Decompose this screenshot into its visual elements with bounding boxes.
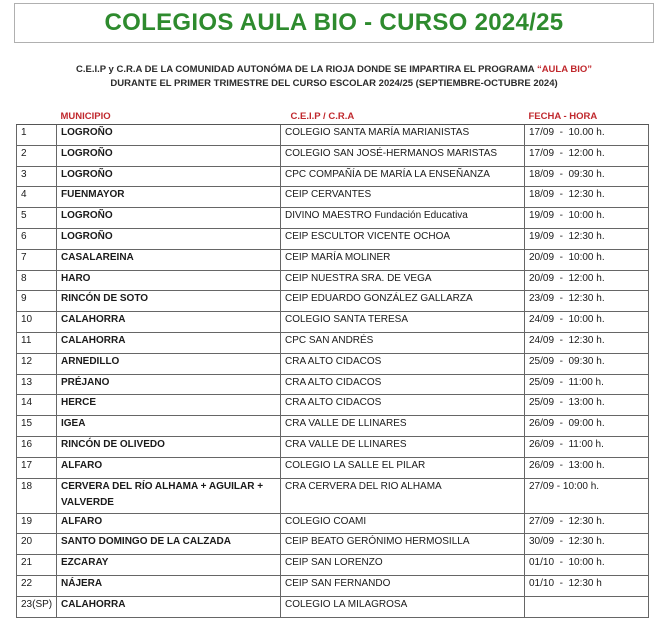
- row-municipio: NÁJERA: [57, 575, 281, 596]
- header-municipio: MUNICIPIO: [57, 110, 281, 125]
- row-number: 6: [17, 228, 57, 249]
- row-centro: COLEGIO SANTA TERESA: [281, 312, 525, 333]
- row-fecha-hora: 19/09 - 10:00 h.: [525, 208, 649, 229]
- subtitle-line-1: [14, 63, 654, 77]
- row-municipio: HARO: [57, 270, 281, 291]
- row-fecha-hora: 19/09 - 12:30 h.: [525, 228, 649, 249]
- row-fecha-hora: 24/09 - 12:30 h.: [525, 332, 649, 353]
- row-municipio: RINCÓN DE SOTO: [57, 291, 281, 312]
- row-municipio: ALFARO: [57, 457, 281, 478]
- row-centro: CEIP ESCULTOR VICENTE OCHOA: [281, 228, 525, 249]
- row-centro: CEIP BEATO GERÓNIMO HERMOSILLA: [281, 534, 525, 555]
- row-fecha-hora: [525, 596, 649, 617]
- table-row: [17, 513, 649, 534]
- subtitle-program-name: “AULA BIO”: [536, 64, 592, 75]
- table-row: [17, 145, 649, 166]
- row-fecha-hora: 17/09 - 12:00 h.: [525, 145, 649, 166]
- row-centro: COLEGIO SANTA MARÍA MARIANISTAS: [281, 125, 525, 146]
- row-fecha-hora: 26/09 - 13:00 h.: [525, 457, 649, 478]
- row-fecha-hora: 25/09 - 11:00 h.: [525, 374, 649, 395]
- row-fecha-hora: 18/09 - 12:30 h.: [525, 187, 649, 208]
- table-row: [17, 187, 649, 208]
- row-fecha-hora: 20/09 - 10:00 h.: [525, 249, 649, 270]
- schools-table: [16, 110, 649, 618]
- row-municipio: PRÉJANO: [57, 374, 281, 395]
- row-fecha-hora: 25/09 - 13:00 h.: [525, 395, 649, 416]
- row-number: 1: [17, 125, 57, 146]
- row-number: 19: [17, 513, 57, 534]
- row-number: 14: [17, 395, 57, 416]
- row-centro: CRA ALTO CIDACOS: [281, 353, 525, 374]
- row-municipio: LOGROÑO: [57, 145, 281, 166]
- row-municipio: EZCARAY: [57, 555, 281, 576]
- table-row: [17, 457, 649, 478]
- row-municipio: ALFARO: [57, 513, 281, 534]
- table-row: [17, 416, 649, 437]
- row-centro: CRA CERVERA DEL RIO ALHAMA: [281, 478, 525, 513]
- row-number: 23(SP): [17, 596, 57, 617]
- table-header-row: [17, 110, 649, 125]
- table-row: [17, 534, 649, 555]
- row-municipio: FUENMAYOR: [57, 187, 281, 208]
- row-number: 18: [17, 478, 57, 513]
- subtitle-line-2: DURANTE EL PRIMER TRIMESTRE DEL CURSO ESCOLAR 2024/25 (SEPTIEMBRE-OCTUBRE 2024): [110, 78, 558, 89]
- row-centro: CEIP CERVANTES: [281, 187, 525, 208]
- header-fecha-hora: FECHA - HORA: [525, 110, 649, 125]
- row-municipio: RINCÓN DE OLIVEDO: [57, 436, 281, 457]
- row-centro: CRA VALLE DE LLINARES: [281, 416, 525, 437]
- row-centro: CEIP SAN FERNANDO: [281, 575, 525, 596]
- table-body: [17, 125, 649, 618]
- row-number: 7: [17, 249, 57, 270]
- row-number: 21: [17, 555, 57, 576]
- table-row: [17, 312, 649, 333]
- row-municipio: IGEA: [57, 416, 281, 437]
- table-row: [17, 395, 649, 416]
- table-row: [17, 478, 649, 513]
- row-fecha-hora: 24/09 - 10:00 h.: [525, 312, 649, 333]
- row-centro: COLEGIO SAN JOSÉ-HERMANOS MARISTAS: [281, 145, 525, 166]
- row-number: 17: [17, 457, 57, 478]
- row-fecha-hora: 27/09 - 10:00 h.: [525, 478, 649, 513]
- row-number: 3: [17, 166, 57, 187]
- row-number: 12: [17, 353, 57, 374]
- row-municipio: LOGROÑO: [57, 228, 281, 249]
- row-municipio: CASALAREINA: [57, 249, 281, 270]
- row-fecha-hora: 17/09 - 10.00 h.: [525, 125, 649, 146]
- table-row: [17, 291, 649, 312]
- table-row: [17, 575, 649, 596]
- table-row: [17, 208, 649, 229]
- row-centro: CRA VALLE DE LLINARES: [281, 436, 525, 457]
- row-number: 15: [17, 416, 57, 437]
- table-row: [17, 228, 649, 249]
- table-row: [17, 353, 649, 374]
- row-number: 8: [17, 270, 57, 291]
- title-box: [14, 3, 654, 43]
- row-number: 4: [17, 187, 57, 208]
- table-row: [17, 332, 649, 353]
- row-municipio: HERCE: [57, 395, 281, 416]
- row-municipio: LOGROÑO: [57, 166, 281, 187]
- row-number: 16: [17, 436, 57, 457]
- row-municipio: CALAHORRA: [57, 312, 281, 333]
- row-municipio: CERVERA DEL RÍO ALHAMA + AGUILAR + VALVERDE: [57, 478, 281, 513]
- row-centro: COLEGIO LA SALLE EL PILAR: [281, 457, 525, 478]
- row-number: 11: [17, 332, 57, 353]
- row-fecha-hora: 18/09 - 09:30 h.: [525, 166, 649, 187]
- row-municipio: CALAHORRA: [57, 332, 281, 353]
- row-fecha-hora: 27/09 - 12:30 h.: [525, 513, 649, 534]
- row-municipio: LOGROÑO: [57, 208, 281, 229]
- row-centro: DIVINO MAESTRO Fundación Educativa: [281, 208, 525, 229]
- row-number: 9: [17, 291, 57, 312]
- table-row: [17, 374, 649, 395]
- table-row: [17, 436, 649, 457]
- row-number: 10: [17, 312, 57, 333]
- row-municipio: ARNEDILLO: [57, 353, 281, 374]
- row-fecha-hora: 26/09 - 11:00 h.: [525, 436, 649, 457]
- table-row: [17, 125, 649, 146]
- row-centro: CRA ALTO CIDACOS: [281, 395, 525, 416]
- row-centro: CEIP MARÍA MOLINER: [281, 249, 525, 270]
- row-centro: COLEGIO LA MILAGROSA: [281, 596, 525, 617]
- row-fecha-hora: 01/10 - 10:00 h.: [525, 555, 649, 576]
- row-centro: CPC SAN ANDRÉS: [281, 332, 525, 353]
- row-municipio: LOGROÑO: [57, 125, 281, 146]
- row-number: 5: [17, 208, 57, 229]
- page-title: COLEGIOS AULA BIO - CURSO 2024/25: [104, 9, 564, 36]
- row-number: 13: [17, 374, 57, 395]
- table-row: [17, 270, 649, 291]
- header-number: [17, 110, 57, 125]
- row-centro: CPC COMPAÑÍA DE MARÍA LA ENSEÑANZA: [281, 166, 525, 187]
- subtitle-line-1-text: C.E.I.P y C.R.A DE LA COMUNIDAD AUTONÓMA DE LA RIOJA DONDE SE IMPARTIRA EL PROGRAMA: [75, 64, 537, 75]
- table-row: [17, 249, 649, 270]
- header-centro: C.E.I.P / C.R.A: [281, 110, 525, 125]
- table-row: [17, 596, 649, 617]
- table-row: [17, 555, 649, 576]
- row-municipio: CALAHORRA: [57, 596, 281, 617]
- row-centro: CRA ALTO CIDACOS: [281, 374, 525, 395]
- row-centro: CEIP SAN LORENZO: [281, 555, 525, 576]
- row-number: 20: [17, 534, 57, 555]
- row-fecha-hora: 25/09 - 09:30 h.: [525, 353, 649, 374]
- row-centro: COLEGIO COAMI: [281, 513, 525, 534]
- row-fecha-hora: 20/09 - 12:00 h.: [525, 270, 649, 291]
- row-centro: CEIP EDUARDO GONZÁLEZ GALLARZA: [281, 291, 525, 312]
- row-number: 2: [17, 145, 57, 166]
- row-number: 22: [17, 575, 57, 596]
- row-fecha-hora: 01/10 - 12:30 h: [525, 575, 649, 596]
- row-fecha-hora: 23/09 - 12:30 h.: [525, 291, 649, 312]
- row-centro: CEIP NUESTRA SRA. DE VEGA: [281, 270, 525, 291]
- row-municipio: SANTO DOMINGO DE LA CALZADA: [57, 534, 281, 555]
- row-fecha-hora: 26/09 - 09:00 h.: [525, 416, 649, 437]
- row-fecha-hora: 30/09 - 12:30 h.: [525, 534, 649, 555]
- table-row: [17, 166, 649, 187]
